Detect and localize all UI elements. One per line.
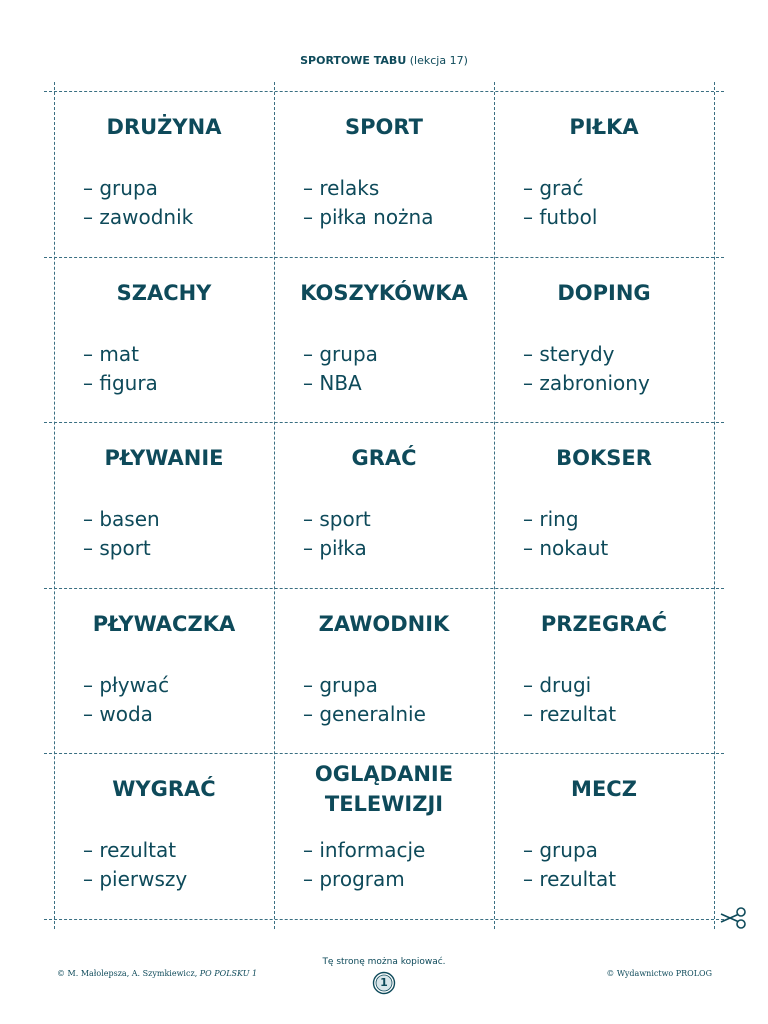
forbidden-words — [523, 836, 706, 894]
forbidden-words — [523, 174, 706, 232]
card-title: PŁYWANIE — [104, 446, 224, 471]
forbidden-word: – piłka — [303, 536, 367, 561]
forbidden-word: – zawodnik — [83, 205, 194, 229]
cut-line-vertical — [714, 82, 715, 929]
taboo-card — [274, 422, 494, 588]
page-title: SPORTOWE TABU — [300, 54, 407, 67]
forbidden-word: – sport — [303, 507, 371, 532]
card-title: SPORT — [345, 115, 423, 139]
copy-permission-note: Tę stronę można kopiować. — [322, 957, 446, 967]
forbidden-word: – grupa — [303, 341, 378, 366]
forbidden-words — [303, 505, 486, 563]
forbidden-word: – program — [303, 867, 405, 892]
forbidden-word: – futbol — [523, 205, 598, 229]
forbidden-word: – grać — [523, 176, 584, 200]
forbidden-word: – woda — [83, 701, 153, 726]
forbidden-word: – sterydy — [523, 341, 615, 366]
forbidden-words — [523, 340, 706, 398]
card-title: MECZ — [571, 777, 637, 802]
authors-text: © M. Małolepsza, A. Szymkiewicz, — [57, 969, 198, 978]
forbidden-word: – relaks — [303, 176, 380, 200]
taboo-card — [494, 422, 714, 588]
card-title: BOKSER — [556, 446, 652, 471]
page-number: 1 — [380, 976, 388, 989]
forbidden-word: – generalnie — [303, 701, 426, 726]
card-title: PIŁKA — [569, 115, 639, 139]
forbidden-word: – pływać — [83, 672, 170, 697]
forbidden-word: – grupa — [83, 176, 158, 200]
footer-publisher: © Wydawnictwo PROLOG — [606, 969, 712, 978]
forbidden-words — [523, 505, 706, 563]
card-title: PŁYWACZKA — [92, 611, 236, 636]
card-title: KOSZYKÓWKA — [300, 280, 468, 305]
taboo-card — [54, 91, 274, 257]
forbidden-words — [83, 505, 266, 563]
cut-line-horizontal — [44, 919, 724, 920]
book-title: PO POLSKU 1 — [199, 969, 258, 978]
forbidden-word: – rezultat — [83, 838, 177, 863]
scissors-icon — [718, 903, 748, 933]
taboo-card — [274, 91, 494, 257]
forbidden-word: – grupa — [523, 838, 598, 863]
lesson-label: (lekcja 17) — [409, 54, 468, 67]
taboo-card — [274, 753, 494, 919]
forbidden-words — [523, 671, 706, 729]
forbidden-word: – mat — [83, 341, 139, 366]
forbidden-words — [303, 671, 486, 729]
footer-authors — [57, 969, 257, 978]
taboo-card — [54, 422, 274, 588]
forbidden-words — [83, 174, 266, 232]
forbidden-words — [83, 836, 266, 894]
card-title: ZAWODNIK — [318, 611, 450, 636]
forbidden-word: – NBA — [303, 370, 362, 395]
forbidden-word: – drugi — [523, 672, 592, 697]
forbidden-words — [303, 174, 486, 232]
page-badge-icon — [372, 971, 396, 995]
forbidden-word: – basen — [83, 507, 160, 532]
forbidden-words — [303, 836, 486, 894]
taboo-card — [54, 257, 274, 423]
card-title: WYGRAĆ — [112, 777, 216, 802]
card-title: OGLĄDANIE TELEWIZJI — [314, 762, 454, 817]
taboo-card — [54, 753, 274, 919]
forbidden-words — [83, 340, 266, 398]
taboo-card — [274, 588, 494, 754]
taboo-card — [54, 588, 274, 754]
forbidden-word: – rezultat — [523, 867, 617, 892]
card-title: SZACHY — [116, 280, 212, 305]
forbidden-word: – informacje — [303, 838, 426, 863]
forbidden-word: – ring — [523, 507, 579, 532]
forbidden-word: – sport — [83, 536, 151, 561]
taboo-card — [494, 91, 714, 257]
forbidden-word: – nokaut — [523, 536, 609, 561]
forbidden-word: – piłka nożna — [303, 205, 434, 229]
taboo-card — [494, 588, 714, 754]
taboo-card — [274, 257, 494, 423]
card-title: DOPING — [557, 280, 651, 305]
forbidden-word: – zabroniony — [523, 370, 650, 395]
forbidden-words — [83, 671, 266, 729]
card-title: DRUŻYNA — [106, 115, 222, 139]
forbidden-word: – pierwszy — [83, 867, 188, 892]
card-title: GRAĆ — [351, 446, 417, 471]
page-header — [0, 54, 768, 67]
taboo-card — [494, 257, 714, 423]
forbidden-word: – grupa — [303, 672, 378, 697]
taboo-card — [494, 753, 714, 919]
taboo-card-grid — [54, 91, 714, 919]
forbidden-words — [303, 340, 486, 398]
forbidden-word: – rezultat — [523, 701, 617, 726]
forbidden-word: – figura — [83, 370, 158, 395]
card-title: PRZEGRAĆ — [540, 611, 668, 636]
